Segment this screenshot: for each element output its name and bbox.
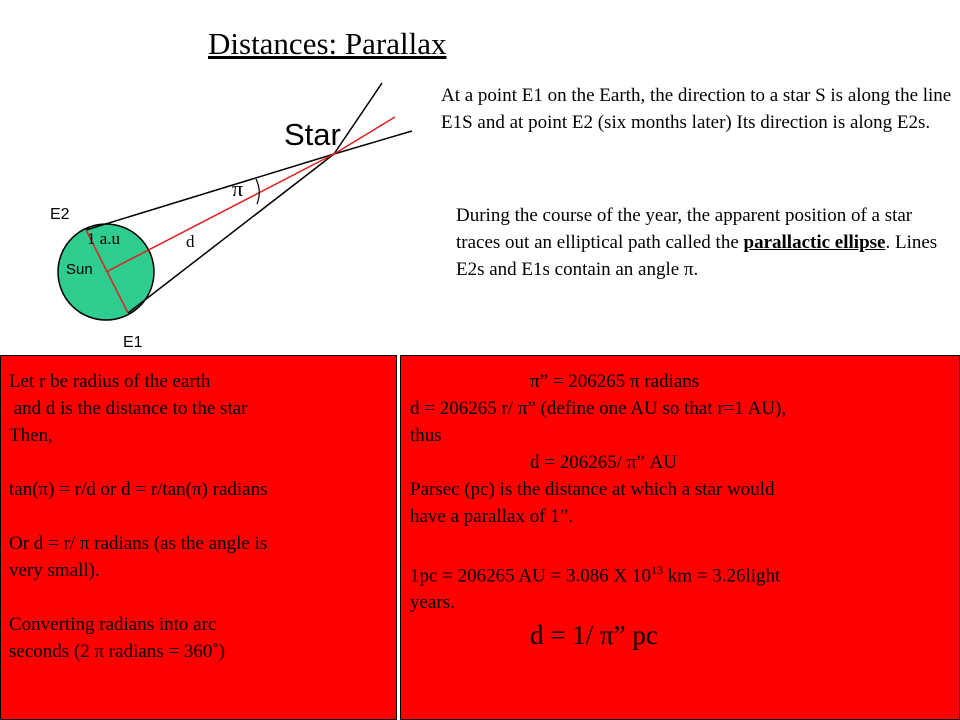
paragraph-parallactic-ellipse [456,202,956,283]
right-line-parsec-def: Parsec (pc) is the distance at which a star would [410,479,775,500]
paragraph2-text-start: During the course of the year, the apparent position of a star traces out an elliptical path called the [456,205,913,253]
pi-angle-arc [256,179,259,204]
slide-title: Distances: Parallax [208,26,447,61]
red-distance-extension [334,117,395,154]
right-line-parsec-value: 1pc = 206265 AU = 3.086 X $10^{13}$ km = 3.26light [410,563,781,587]
e1-label: E1 [123,334,143,351]
parsec-formula: d = 1/ π” pc [530,620,658,651]
left-line-7: Converting radians into arc [9,614,217,635]
left-line-8: seconds (2 π radians = 360˚) [9,641,226,662]
right-line-years: years. [410,592,455,614]
derivation-box-right [400,355,960,720]
line-e2-extension [334,131,412,154]
pi-angle-label: π [232,176,244,201]
sun-label: Sun [66,261,93,278]
line-e1-extension [334,83,382,154]
derivation-box-left [0,355,397,720]
right-line-d-au: d = 206265/ π” AU [530,452,677,473]
right-line-thus: thus [410,425,442,446]
paragraph-directions: At a point E1 on the Earth, the direction to a star S is along the line E1S and at point E2 (six months later) Its direction is along E2s. [441,85,952,133]
right-line-parallax-1: have a parallax of 1”. [410,506,573,527]
star-label: Star [284,117,341,152]
e2-label: E2 [50,206,70,223]
parallactic-ellipse-term: parallactic ellipse [743,232,886,253]
left-line-3: Then, [9,425,53,446]
right-line-d-formula: d = 206265 r/ π” (define one AU so that r=1 AU), [410,398,787,419]
left-line-1: Let r be radius of the earth [9,371,211,392]
left-line-small-angle: Or d = r/ π radians (as the angle is [9,533,268,554]
left-line-6: very small). [9,560,100,581]
d-label: d [186,232,195,251]
au-label: 1 a.u [87,229,121,248]
paragraph2-text-end: . Lines E2s and E1s contain an angle π. [456,232,938,280]
right-line-pi-radians: π” = 206265 π radians [530,371,700,392]
parallax-diagram [0,0,440,355]
left-line-2: and d is the distance to the star [9,398,248,419]
left-line-tan-formula: tan(π) = r/d or d = r/tan(π) radians [9,479,268,500]
line-e1-star [128,154,334,313]
